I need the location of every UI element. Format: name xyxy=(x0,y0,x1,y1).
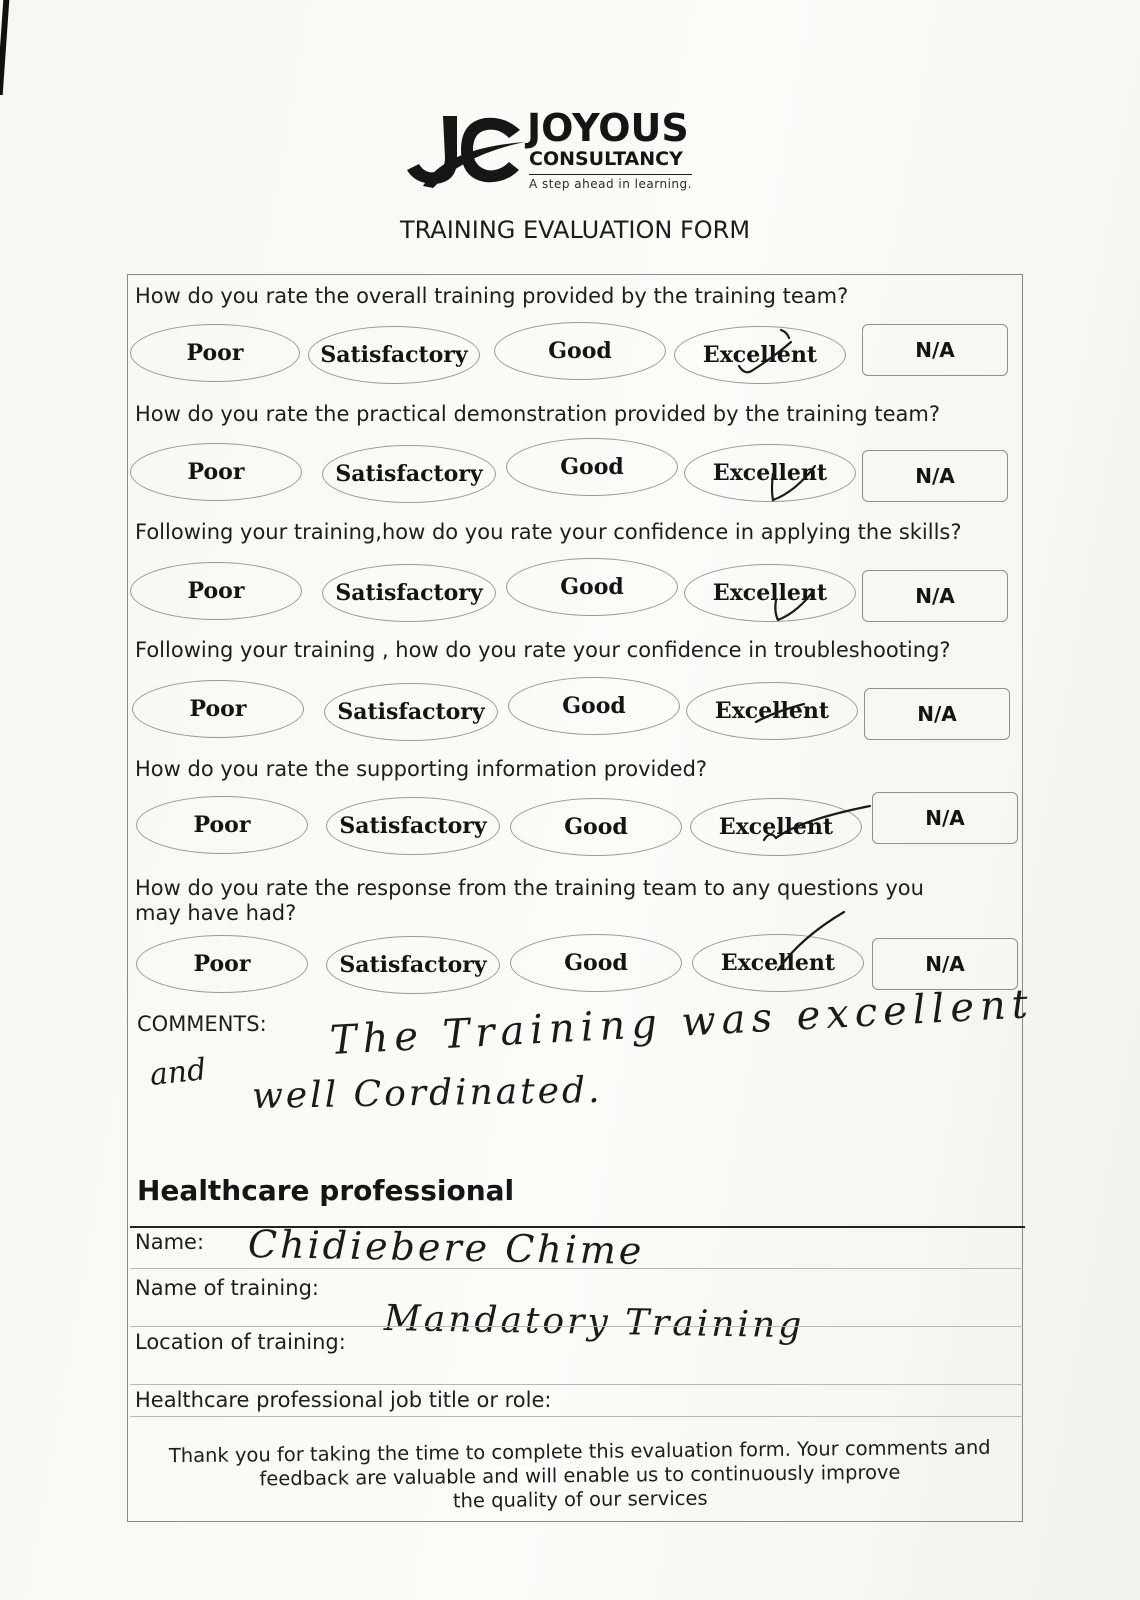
q3-option-poor[interactable]: Poor xyxy=(130,562,302,620)
q2-option-excellent[interactable]: Excellent xyxy=(684,444,856,502)
q5-option-poor[interactable]: Poor xyxy=(136,796,308,854)
question-4: Following your training , how do you rate your confidence in troubleshooting? xyxy=(135,638,951,662)
q5-option-satisfactory[interactable]: Satisfactory xyxy=(326,797,500,855)
form-title: TRAINING EVALUATION FORM xyxy=(399,216,751,244)
name-of-training-label: Name of training: xyxy=(135,1276,319,1300)
q6-option-good[interactable]: Good xyxy=(510,934,682,992)
q5-option-good[interactable]: Good xyxy=(510,798,682,856)
q5-option-excellent[interactable]: Excellent xyxy=(690,798,862,856)
comment-handwriting-and: and xyxy=(148,1052,208,1093)
q1-option-good[interactable]: Good xyxy=(494,322,666,380)
job-title-field-line xyxy=(130,1416,1023,1417)
name-field-line xyxy=(130,1268,1023,1269)
q5-option-na[interactable]: N/A xyxy=(872,792,1018,844)
q4-option-poor[interactable]: Poor xyxy=(132,680,304,738)
q1-option-excellent[interactable]: Excellent xyxy=(674,326,846,384)
q6-check-mark xyxy=(770,908,850,978)
question-2: How do you rate the practical demonstration provided by the training team? xyxy=(135,402,940,426)
comment-handwriting-line-1: The Training was excellent xyxy=(328,981,1035,1064)
location-field-line xyxy=(130,1384,1023,1385)
jc-monogram-icon xyxy=(405,108,530,192)
name-handwritten-value[interactable]: Chidiebere Chime xyxy=(247,1222,645,1273)
job-title-label: Healthcare professional job title or role: xyxy=(135,1388,552,1412)
q4-option-good[interactable]: Good xyxy=(508,677,680,735)
q4-option-satisfactory[interactable]: Satisfactory xyxy=(324,683,498,741)
location-of-training-label: Location of training: xyxy=(135,1330,346,1354)
thank-you-line-2: feedback are valuable and will enable us to continuously improve xyxy=(259,1460,901,1491)
q1-check-mark xyxy=(735,326,805,386)
q3-check-mark xyxy=(768,582,828,632)
question-1: How do you rate the overall training provided by the training team? xyxy=(135,284,849,308)
q6-option-excellent[interactable]: Excellent xyxy=(692,934,864,992)
q1-option-poor[interactable]: Poor xyxy=(130,324,300,382)
q4-option-na[interactable]: N/A xyxy=(864,688,1010,740)
brand-tagline: A step ahead in learning. xyxy=(529,174,692,191)
q3-option-excellent[interactable]: Excellent xyxy=(684,564,856,622)
thank-you-line-3: the quality of our services xyxy=(452,1486,708,1513)
company-logo xyxy=(405,108,715,196)
q5-check-mark xyxy=(760,800,880,850)
question-3: Following your training,how do you rate your confidence in applying the skills? xyxy=(135,520,962,544)
comments-label: COMMENTS: xyxy=(137,1012,267,1036)
q6-option-na[interactable]: N/A xyxy=(872,938,1018,990)
q4-check-mark xyxy=(752,694,822,734)
brand-name: JOYOUS xyxy=(527,106,689,150)
q1-option-satisfactory[interactable]: Satisfactory xyxy=(308,326,480,384)
q3-option-good[interactable]: Good xyxy=(506,558,678,616)
q2-check-mark xyxy=(765,448,825,508)
q3-option-satisfactory[interactable]: Satisfactory xyxy=(322,564,496,622)
training-name-field-line xyxy=(130,1326,1023,1327)
thank-you-line-1: Thank you for taking the time to complete this evaluation form. Your comments and xyxy=(168,1435,991,1468)
healthcare-professional-heading: Healthcare professional xyxy=(137,1174,515,1207)
q2-option-na[interactable]: N/A xyxy=(862,450,1008,502)
q2-option-good[interactable]: Good xyxy=(506,438,678,496)
name-label: Name: xyxy=(135,1230,205,1254)
brand-subtitle: CONSULTANCY xyxy=(529,148,683,170)
q1-option-na[interactable]: N/A xyxy=(862,324,1008,376)
q3-option-na[interactable]: N/A xyxy=(862,570,1008,622)
q2-option-poor[interactable]: Poor xyxy=(130,443,302,501)
question-5: How do you rate the supporting information provided? xyxy=(135,757,708,781)
thank-you-note xyxy=(140,1435,1021,1516)
comment-handwriting-line-2: well Cordinated. xyxy=(251,1069,603,1117)
q4-option-excellent[interactable]: Excellent xyxy=(686,682,858,740)
q6-option-poor[interactable]: Poor xyxy=(136,935,308,993)
q2-option-satisfactory[interactable]: Satisfactory xyxy=(322,445,496,503)
q6-option-satisfactory[interactable]: Satisfactory xyxy=(326,936,500,994)
question-6: How do you rate the response from the training team to any questions you may have had? xyxy=(135,876,924,925)
training-name-handwritten-value[interactable]: Mandatory Training xyxy=(383,1298,805,1347)
